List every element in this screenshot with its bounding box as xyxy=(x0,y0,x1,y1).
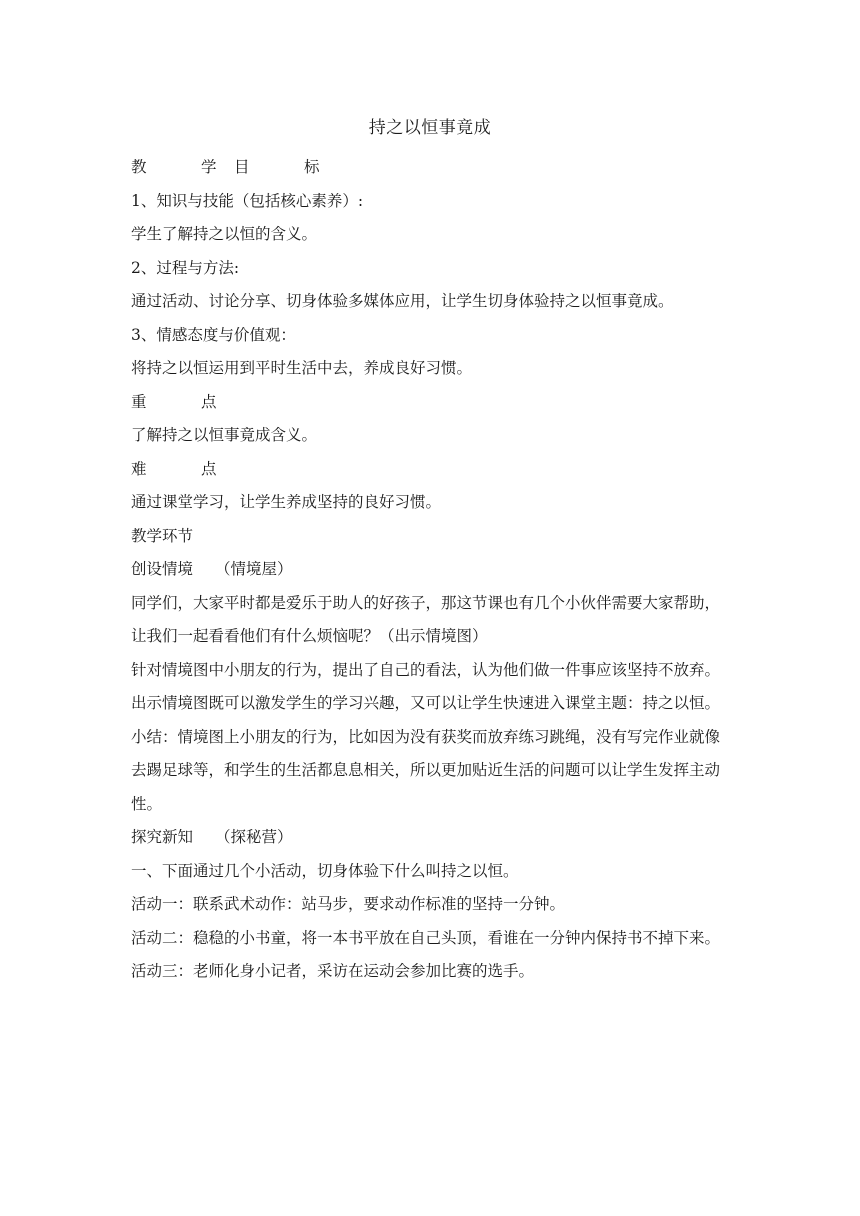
activity-3: 活动三：老师化身小记者，采访在运动会参加比赛的选手。 xyxy=(131,962,535,980)
section-1-paragraph-1: 同学们，大家平时都是爱乐于助人的好孩子，那这节课也有几个小伙伴需要大家帮助，让我们一起看看他们有什么烦恼呢？（出示情境图） xyxy=(131,593,721,645)
section-1-tag: （情境屋） xyxy=(215,560,293,578)
section-2-intro: 一、下面通过几个小活动，切身体验下什么叫持之以恒。 xyxy=(131,861,519,880)
objective-3-text: 将持之以恒运用到平时生活中去，养成良好习惯。 xyxy=(131,359,473,377)
section-1-title: 创设情境 xyxy=(131,560,194,578)
section-1-paragraph-2: 针对情境图中小朋友的行为，提出了自己的看法，认为他们做一件事应该坚持不放弃。 xyxy=(131,660,721,679)
difficult-point-heading-char-1: 难 xyxy=(131,459,147,478)
objective-1-text: 学生了解持之以恒的含义。 xyxy=(131,225,318,243)
document-title: 持之以恒事竟成 xyxy=(368,118,492,138)
objectives-heading-char-2: 学 xyxy=(201,158,217,176)
objective-1-label: 1、知识与技能（包括核心素养）: xyxy=(131,191,364,210)
difficult-point-text: 通过课堂学习，让学生养成坚持的良好习惯。 xyxy=(131,493,442,511)
objectives-heading-char-4: 标 xyxy=(304,158,320,176)
difficult-point-heading xyxy=(131,453,731,487)
objectives-heading-char-1: 教 xyxy=(131,158,147,176)
difficult-point-heading-char-2: 点 xyxy=(201,459,217,478)
activity-1: 活动一：联系武术动作：站马步，要求动作标准的坚持一分钟。 xyxy=(131,895,566,913)
section-2-title: 探究新知 xyxy=(131,828,194,846)
section-2-tag: （探秘营） xyxy=(215,828,293,846)
section-1-heading xyxy=(131,553,731,587)
document-body xyxy=(131,151,731,989)
objective-3-label: 3、情感态度与价值观： xyxy=(131,325,296,344)
key-point-heading xyxy=(131,386,731,420)
key-point-heading-char-2: 点 xyxy=(201,392,217,411)
key-point-text: 了解持之以恒事竟成含义。 xyxy=(131,426,318,444)
objectives-heading xyxy=(131,151,731,185)
objectives-heading-char-3: 目 xyxy=(234,158,250,176)
section-2-heading xyxy=(131,821,731,855)
key-point-heading-char-1: 重 xyxy=(131,392,147,411)
objective-2-text: 通过活动、讨论分享、切身体验多媒体应用，让学生切身体验持之以恒事竟成。 xyxy=(131,292,674,310)
section-1-paragraph-4: 小结：情境图上小朋友的行为，比如因为没有获奖而放弃练习跳绳，没有写完作业就像去踢足球等，和学生的生活都息息相关，所以更加贴近生活的问题可以让学生发挥主动性。 xyxy=(131,727,721,813)
objective-2-label: 2、过程与方法: xyxy=(131,258,240,277)
teaching-process-heading: 教学环节 xyxy=(131,526,194,545)
section-1-paragraph-3: 出示情境图既可以激发学生的学习兴趣，又可以让学生快速进入课堂主题：持之以恒。 xyxy=(131,694,721,712)
activity-2: 活动二：稳稳的小书童，将一本书平放在自己头顶，看谁在一分钟内保持书不掉下来。 xyxy=(131,928,721,947)
